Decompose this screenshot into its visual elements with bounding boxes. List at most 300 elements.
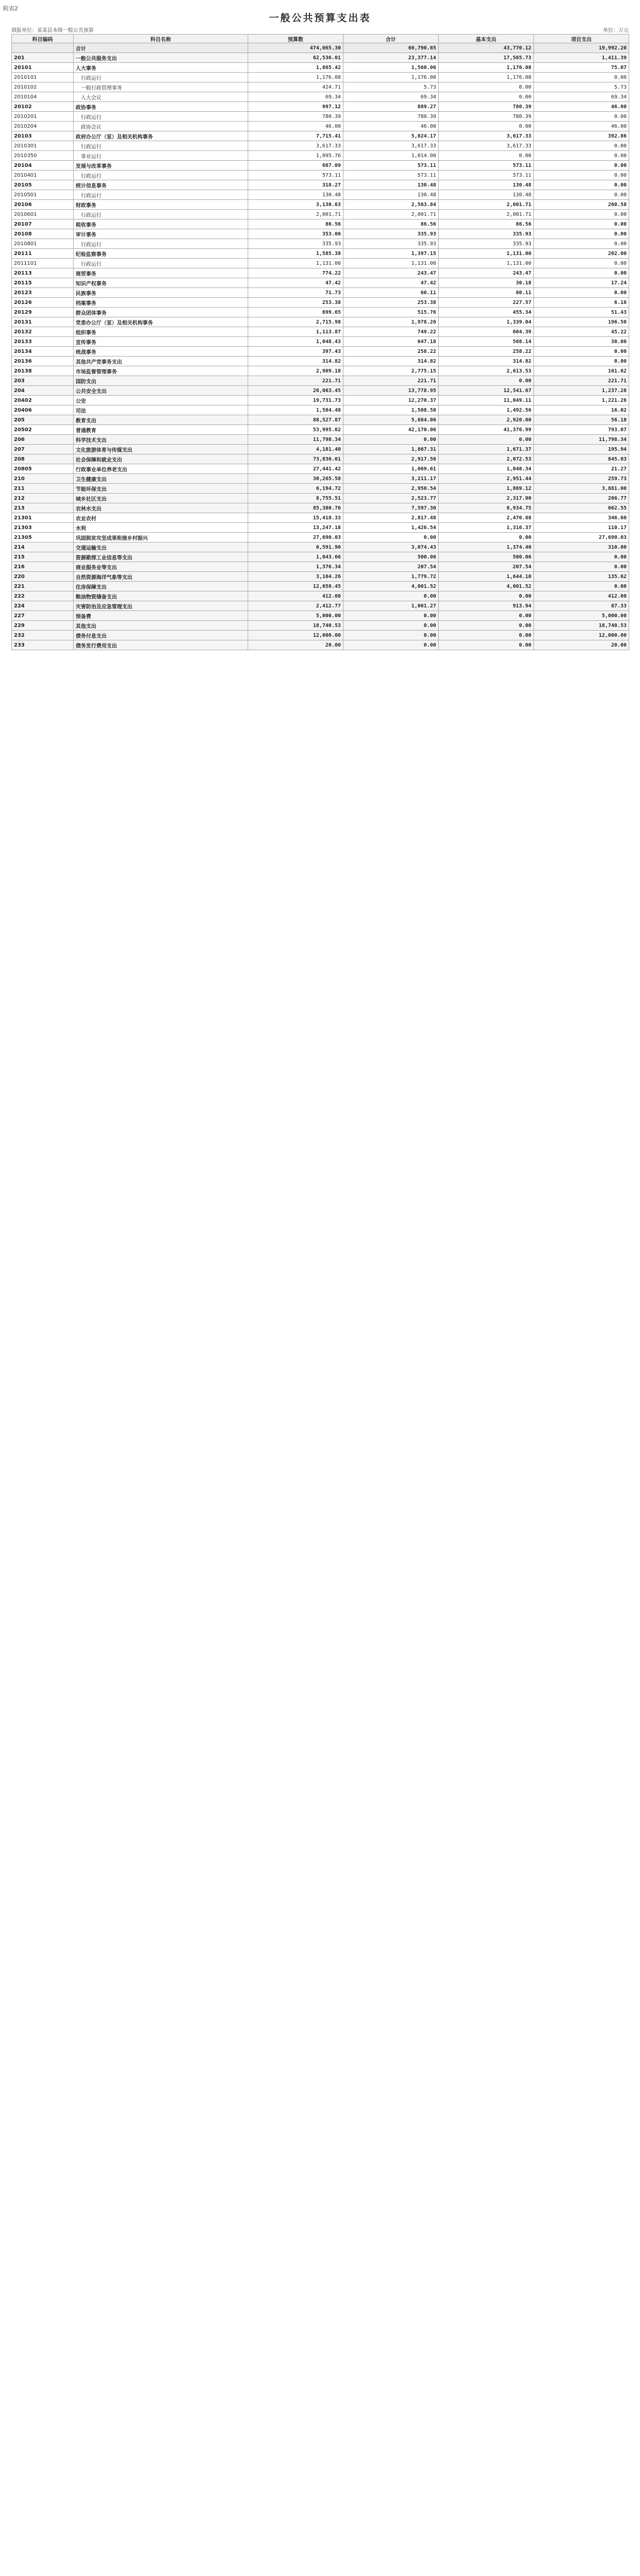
attachment-label: 附表2: [3, 5, 18, 12]
cell-project: 3,881.00: [534, 484, 629, 494]
cell-budget: 46.00: [248, 122, 343, 131]
cell-budget: 780.39: [248, 112, 343, 122]
cell-total: 2,001.71: [343, 210, 439, 219]
cell-project: 0.00: [534, 357, 629, 366]
cell-project: 0.00: [534, 210, 629, 219]
table-row: [12, 249, 629, 259]
cell-total: 47.42: [343, 278, 439, 288]
cell-code: 20102: [12, 102, 74, 112]
cell-budget: 474,065.30: [248, 43, 343, 53]
cell-budget: 221.71: [248, 376, 343, 386]
cell-budget: 27,441.42: [248, 464, 343, 474]
cell-code: 213: [12, 503, 74, 513]
cell-project: 0.00: [534, 268, 629, 278]
cell-code: 212: [12, 494, 74, 503]
cell-budget: 2,909.18: [248, 366, 343, 376]
cell-total: 1,014.00: [343, 151, 439, 161]
cell-code: 21305: [12, 533, 74, 543]
table-row: [12, 347, 629, 357]
cell-code: 20502: [12, 425, 74, 435]
cell-total: 0.00: [343, 640, 439, 650]
table-row: [12, 229, 629, 239]
cell-project: 18,740.53: [534, 621, 629, 631]
cell-name: 粮油物资储备支出: [74, 591, 248, 601]
cell-project: 16.02: [534, 405, 629, 415]
cell-basic: 1,374.40: [439, 543, 534, 552]
table-row: [12, 210, 629, 219]
cell-total: 2,523.77: [343, 494, 439, 503]
cell-code: 207: [12, 445, 74, 454]
cell-code: 2010401: [12, 171, 74, 180]
cell-basic: 0.00: [439, 122, 534, 131]
cell-total: 2,775.15: [343, 366, 439, 376]
cell-basic: 1,671.37: [439, 445, 534, 454]
cell-code: 20123: [12, 288, 74, 298]
table-row: [12, 591, 629, 601]
cell-project: 195.94: [534, 445, 629, 454]
cell-project: 196.50: [534, 317, 629, 327]
table-row: [12, 601, 629, 611]
cell-code: 20132: [12, 327, 74, 337]
cell-code: 2010350: [12, 151, 74, 161]
table-row: [12, 396, 629, 405]
cell-budget: 2,715.98: [248, 317, 343, 327]
cell-project: 845.03: [534, 454, 629, 464]
cell-project: 0.00: [534, 288, 629, 298]
header-basic: 基本支出: [439, 35, 534, 43]
cell-total: 23,377.14: [343, 53, 439, 63]
cell-code: 211: [12, 484, 74, 494]
cell-code: 216: [12, 562, 74, 572]
cell-project: 260.58: [534, 200, 629, 210]
table-row: [12, 562, 629, 572]
cell-name: 科学技术支出: [74, 435, 248, 445]
cell-basic: 130.48: [439, 180, 534, 190]
cell-project: 662.55: [534, 503, 629, 513]
cell-project: 0.00: [534, 151, 629, 161]
cell-budget: 3,617.33: [248, 141, 343, 151]
cell-basic: 1,644.10: [439, 572, 534, 582]
table-row: [12, 151, 629, 161]
cell-name: 行政运行: [74, 141, 248, 151]
header-name: 科目名称: [74, 35, 248, 43]
cell-code: 2010301: [12, 141, 74, 151]
table-row: [12, 327, 629, 337]
table-row: [12, 161, 629, 171]
cell-budget: 1,176.08: [248, 73, 343, 82]
cell-project: 56.18: [534, 415, 629, 425]
cell-name: 卫生健康支出: [74, 474, 248, 484]
cell-project: 21.27: [534, 464, 629, 474]
header-budget: 预算数: [248, 35, 343, 43]
currency-unit-label: 单位：万元: [603, 28, 629, 33]
cell-total: 42,170.06: [343, 425, 439, 435]
table-row: [12, 386, 629, 396]
cell-budget: 1,376.34: [248, 562, 343, 572]
cell-project: 135.62: [534, 572, 629, 582]
cell-total: 0.00: [343, 621, 439, 631]
cell-project: 392.86: [534, 131, 629, 141]
cell-code: 20108: [12, 229, 74, 239]
cell-total: 0.00: [343, 435, 439, 445]
cell-project: 206.77: [534, 494, 629, 503]
cell-budget: 19,731.73: [248, 396, 343, 405]
cell-total: 3,617.33: [343, 141, 439, 151]
cell-total: 2,950.54: [343, 484, 439, 494]
cell-budget: 397.43: [248, 347, 343, 357]
table-row: [12, 621, 629, 631]
table-row: [12, 122, 629, 131]
cell-basic: 1,176.08: [439, 63, 534, 73]
table-row: [12, 445, 629, 454]
cell-name: 政府办公厅（室）及相关机构事务: [74, 131, 248, 141]
cell-name: 行政运行: [74, 171, 248, 180]
cell-name: 资源勘探工业信息等支出: [74, 552, 248, 562]
cell-basic: 86.56: [439, 219, 534, 229]
page-title: 一般公共预算支出表: [269, 12, 371, 24]
cell-code: 232: [12, 631, 74, 640]
cell-budget: 1,865.42: [248, 63, 343, 73]
cell-code: 221: [12, 582, 74, 591]
cell-basic: 12,541.67: [439, 386, 534, 396]
cell-project: 0.00: [534, 229, 629, 239]
cell-name: 审计事务: [74, 229, 248, 239]
cell-basic: 1,131.00: [439, 259, 534, 268]
cell-code: 224: [12, 601, 74, 611]
cell-basic: 4,001.52: [439, 582, 534, 591]
cell-basic: 17,565.73: [439, 53, 534, 63]
cell-name: 税收事务: [74, 219, 248, 229]
cell-code: 2010201: [12, 112, 74, 122]
cell-basic: 780.39: [439, 112, 534, 122]
cell-project: 17.24: [534, 278, 629, 288]
table-row: [12, 317, 629, 327]
cell-total: 86.56: [343, 219, 439, 229]
table-row: [12, 63, 629, 73]
cell-basic: 3,617.33: [439, 131, 534, 141]
table-row: [12, 43, 629, 53]
table-row: [12, 131, 629, 141]
cell-code: 214: [12, 543, 74, 552]
cell-total: 573.11: [343, 161, 439, 171]
cell-code: 2010101: [12, 73, 74, 82]
cell-basic: 314.82: [439, 357, 534, 366]
cell-name: 统计信息事务: [74, 180, 248, 190]
cell-total: 207.54: [343, 562, 439, 572]
cell-project: 30.00: [534, 337, 629, 347]
cell-budget: 85,380.76: [248, 503, 343, 513]
cell-project: 46.00: [534, 102, 629, 112]
cell-project: 1,237.28: [534, 386, 629, 396]
table-row: [12, 357, 629, 366]
cell-budget: 53,995.62: [248, 425, 343, 435]
table-row: [12, 239, 629, 249]
cell-name: 交通运输支出: [74, 543, 248, 552]
cell-code: 233: [12, 640, 74, 650]
cell-name: 农业农村: [74, 513, 248, 523]
cell-name: 行政事业单位养老支出: [74, 464, 248, 474]
cell-budget: 1,113.87: [248, 327, 343, 337]
cell-budget: 20.00: [248, 640, 343, 650]
table-row: [12, 190, 629, 200]
cell-basic: 30.18: [439, 278, 534, 288]
cell-name: 财政事务: [74, 200, 248, 210]
cell-basic: 2,001.71: [439, 210, 534, 219]
cell-total: 335.93: [343, 229, 439, 239]
cell-name: 巩固脱贫攻坚成果衔接乡村振兴: [74, 533, 248, 543]
cell-code: 206: [12, 435, 74, 445]
cell-total: 5.73: [343, 82, 439, 92]
table-row: [12, 82, 629, 92]
cell-code: 20402: [12, 396, 74, 405]
cell-name: 农林水支出: [74, 503, 248, 513]
sheet-meta: [11, 26, 629, 33]
cell-name: 一般行政管理事务: [74, 82, 248, 92]
cell-code: 2010501: [12, 190, 74, 200]
cell-total: 13,778.95: [343, 386, 439, 396]
cell-budget: 314.82: [248, 357, 343, 366]
cell-budget: 6,194.72: [248, 484, 343, 494]
cell-name: 商业服务业等支出: [74, 562, 248, 572]
cell-name: 司法: [74, 405, 248, 415]
cell-name: 民族事务: [74, 288, 248, 298]
cell-code: [12, 43, 74, 53]
cell-code: 2010801: [12, 239, 74, 249]
cell-budget: 1,504.48: [248, 405, 343, 415]
cell-project: 6.16: [534, 298, 629, 308]
cell-project: 310.00: [534, 543, 629, 552]
cell-name: 行政运行: [74, 239, 248, 249]
cell-total: 46.00: [343, 122, 439, 131]
cell-project: 0.00: [534, 141, 629, 151]
cell-total: 258.22: [343, 347, 439, 357]
cell-project: 346.60: [534, 513, 629, 523]
header-code: 科目编码: [12, 35, 74, 43]
cell-basic: 500.06: [439, 552, 534, 562]
cell-project: 0.00: [534, 347, 629, 357]
cell-budget: 3,104.26: [248, 572, 343, 582]
cell-total: 0.00: [343, 591, 439, 601]
cell-name: 社会保障和就业支出: [74, 454, 248, 464]
cell-code: 20103: [12, 131, 74, 141]
cell-total: 889.27: [343, 102, 439, 112]
cell-budget: 4,181.40: [248, 445, 343, 454]
cell-budget: 27,690.03: [248, 533, 343, 543]
table-row: [12, 219, 629, 229]
cell-code: 2010104: [12, 92, 74, 102]
cell-name: 行政运行: [74, 210, 248, 219]
cell-budget: 73,836.01: [248, 454, 343, 464]
cell-code: 20406: [12, 405, 74, 415]
cell-budget: 11,798.34: [248, 435, 343, 445]
cell-basic: 0.00: [439, 376, 534, 386]
cell-code: 20106: [12, 200, 74, 210]
cell-basic: 0.00: [439, 611, 534, 621]
cell-budget: 5,000.00: [248, 611, 343, 621]
cell-total: 130.48: [343, 180, 439, 190]
table-row: [12, 474, 629, 484]
cell-name: 政协事务: [74, 102, 248, 112]
cell-basic: 573.11: [439, 161, 534, 171]
cell-code: 205: [12, 415, 74, 425]
cell-total: 5,024.17: [343, 131, 439, 141]
cell-total: 573.11: [343, 171, 439, 180]
cell-basic: 1,048.34: [439, 464, 534, 474]
cell-project: 0.00: [534, 219, 629, 229]
cell-budget: 12,658.45: [248, 582, 343, 591]
cell-name: 行政运行: [74, 190, 248, 200]
table-row: [12, 435, 629, 445]
cell-budget: 1,095.76: [248, 151, 343, 161]
cell-code: 21303: [12, 523, 74, 533]
cell-project: 221.71: [534, 376, 629, 386]
cell-name: 其他支出: [74, 621, 248, 631]
cell-code: 20107: [12, 219, 74, 229]
cell-basic: 2,920.00: [439, 415, 534, 425]
cell-code: 201: [12, 53, 74, 63]
cell-project: 69.34: [534, 92, 629, 102]
cell-total: 4,001.52: [343, 582, 439, 591]
cell-basic: 243.47: [439, 268, 534, 278]
cell-name: 行政运行: [74, 259, 248, 268]
table-row: [12, 523, 629, 533]
cell-budget: 12,000.00: [248, 631, 343, 640]
cell-total: 1,779.72: [343, 572, 439, 582]
cell-project: 0.00: [534, 562, 629, 572]
cell-code: 20104: [12, 161, 74, 171]
cell-project: 0.00: [534, 112, 629, 122]
cell-code: 215: [12, 552, 74, 562]
cell-project: 0.00: [534, 171, 629, 180]
cell-name: 人大事务: [74, 63, 248, 73]
cell-code: 229: [12, 621, 74, 631]
cell-budget: 253.38: [248, 298, 343, 308]
cell-total: 500.06: [343, 552, 439, 562]
cell-total: 3,074.43: [343, 543, 439, 552]
cell-total: 314.82: [343, 357, 439, 366]
budget-table: [11, 34, 629, 650]
cell-total: 2,817.48: [343, 513, 439, 523]
table-row: [12, 288, 629, 298]
cell-project: 27,690.03: [534, 533, 629, 543]
cell-project: 19,992.20: [534, 43, 629, 53]
cell-total: 221.71: [343, 376, 439, 386]
table-row: [12, 572, 629, 582]
table-row: [12, 503, 629, 513]
cell-total: 130.48: [343, 190, 439, 200]
cell-name: 债务发行费用支出: [74, 640, 248, 650]
cell-basic: 130.48: [439, 190, 534, 200]
cell-basic: 913.94: [439, 601, 534, 611]
cell-budget: 15,418.33: [248, 513, 343, 523]
cell-name: 群众团体事务: [74, 308, 248, 317]
table-row: [12, 494, 629, 503]
cell-basic: 1,869.12: [439, 484, 534, 494]
table-row: [12, 92, 629, 102]
cell-budget: 26,063.45: [248, 386, 343, 396]
table-row: [12, 533, 629, 543]
cell-basic: 3,617.33: [439, 141, 534, 151]
cell-budget: 69.34: [248, 92, 343, 102]
cell-basic: 258.22: [439, 347, 534, 357]
cell-total: 243.47: [343, 268, 439, 278]
table-row: [12, 180, 629, 190]
cell-name: 其他共产党事务支出: [74, 357, 248, 366]
cell-project: 0.00: [534, 582, 629, 591]
cell-code: 20133: [12, 337, 74, 347]
cell-basic: 335.93: [439, 239, 534, 249]
cell-basic: 0.00: [439, 640, 534, 650]
cell-total: 780.39: [343, 112, 439, 122]
cell-budget: 62,536.01: [248, 53, 343, 63]
cell-code: 20105: [12, 180, 74, 190]
cell-name: 住房保障支出: [74, 582, 248, 591]
cell-total: 7,597.30: [343, 503, 439, 513]
table-row: [12, 278, 629, 288]
cell-budget: 997.12: [248, 102, 343, 112]
cell-project: 0.00: [534, 190, 629, 200]
cell-code: 2010601: [12, 210, 74, 219]
cell-basic: 60.11: [439, 288, 534, 298]
table-header: [12, 35, 629, 43]
table-body: [12, 43, 629, 650]
cell-basic: 2,072.53: [439, 454, 534, 464]
cell-code: 20138: [12, 366, 74, 376]
cell-name: 事业运行: [74, 151, 248, 161]
cell-name: 商贸事务: [74, 268, 248, 278]
cell-total: 1,508.58: [343, 405, 439, 415]
cell-basic: 41,376.99: [439, 425, 534, 435]
cell-basic: 0.00: [439, 151, 534, 161]
cell-budget: 1,043.66: [248, 552, 343, 562]
cell-code: 20126: [12, 298, 74, 308]
table-row: [12, 337, 629, 347]
cell-name: 公安: [74, 396, 248, 405]
cell-total: 5,684.06: [343, 415, 439, 425]
cell-budget: 1,048.43: [248, 337, 343, 347]
cell-budget: 30,265.58: [248, 474, 343, 484]
cell-total: 69.34: [343, 92, 439, 102]
cell-total: 66,790.65: [343, 43, 439, 53]
cell-basic: 2,470.88: [439, 513, 534, 523]
cell-budget: 318.27: [248, 180, 343, 190]
cell-code: 20113: [12, 268, 74, 278]
cell-project: 110.17: [534, 523, 629, 533]
cell-name: 政协会议: [74, 122, 248, 131]
cell-code: 203: [12, 376, 74, 386]
cell-total: 1,867.31: [343, 445, 439, 454]
cell-total: 1,069.61: [343, 464, 439, 474]
cell-basic: 780.39: [439, 102, 534, 112]
cell-name: 纪检监察事务: [74, 249, 248, 259]
cell-basic: 1,176.08: [439, 73, 534, 82]
cell-budget: 130.48: [248, 190, 343, 200]
cell-basic: 0.00: [439, 631, 534, 640]
cell-project: 20.00: [534, 640, 629, 650]
cell-basic: 335.93: [439, 229, 534, 239]
cell-budget: 7,715.41: [248, 131, 343, 141]
cell-code: 2010204: [12, 122, 74, 131]
cell-budget: 1,585.38: [248, 249, 343, 259]
cell-budget: 412.00: [248, 591, 343, 601]
cell-basic: 604.39: [439, 327, 534, 337]
cell-name: 行政运行: [74, 73, 248, 82]
cell-project: 11,798.34: [534, 435, 629, 445]
table-row: [12, 171, 629, 180]
cell-budget: 353.06: [248, 229, 343, 239]
cell-total: 749.22: [343, 327, 439, 337]
cell-code: 20115: [12, 278, 74, 288]
